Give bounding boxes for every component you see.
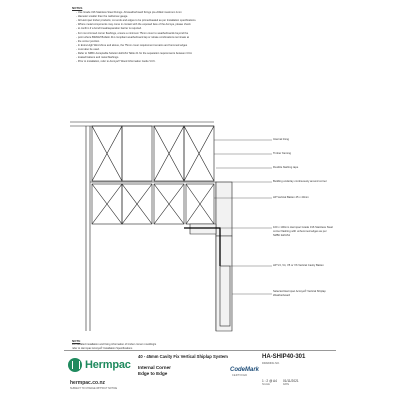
drawing-title-line: Edge to Edge xyxy=(138,371,168,376)
label-weatherboard: Selected Hermpac Accoya® Vertical Shiplap Weatherboard xyxy=(273,290,326,297)
scale-value: 1 : 2 @ A4 xyxy=(262,379,277,383)
date-label: DATE xyxy=(282,383,290,386)
note-item: - the corner junction. xyxy=(76,40,332,44)
note-item: - Refer to NZBC Acceptable Solution E2/AS1 Table 21 for the separation requirements between CCA xyxy=(76,52,332,56)
note-item: - Where metal components may come in contact with the exposed face of the Accoya, please check xyxy=(76,23,332,27)
title-block xyxy=(64,350,336,393)
notes-list xyxy=(72,11,332,64)
timber-framing-top xyxy=(92,126,214,181)
note-item: - All Hermpac timber products; cut ends and edges to be primed/sealed as per Installation specifications. xyxy=(76,19,332,23)
timber-framing-bottom xyxy=(92,184,184,224)
brand-url: hermpac.co.nz xyxy=(70,380,106,386)
vertical-wall-lines xyxy=(86,126,90,331)
label-vertical-batten: HP Vertical Batten 45 x 40mm xyxy=(273,196,309,199)
hermpac-logo-icon xyxy=(68,358,82,372)
bottom-note-line: refer to Hermpac Accoya® Installation Specifications xyxy=(72,347,133,350)
note-item: - In Extra High Wind Zone and above, the 75mm cover requirement remains and hemmed edges xyxy=(76,44,332,48)
drawing-title-line: Internal Corner xyxy=(138,365,171,370)
system-title: 40 - 45mm Cavity Fix Vertical Shiplap System xyxy=(138,354,228,359)
internal-lining xyxy=(70,122,214,126)
label-cavity-batten: HP V3, V4, V5 or V6 Vertical Cavity Batten xyxy=(273,264,324,267)
drawing-number-label: DRAWING NO. xyxy=(262,362,280,365)
drawing-title xyxy=(138,365,171,377)
building-underlay xyxy=(90,182,216,331)
notes-block xyxy=(72,6,332,64)
note-item: - For non-trimmed corner flashings, ensure a minimum 75mm cover to weatherboards beyond the xyxy=(76,32,332,36)
note-item: - must also be used. xyxy=(76,48,332,52)
note-item: - diameter smaller than the nail/screw gauge. xyxy=(76,15,332,19)
bottom-note-line: For detailed installation and fixing information of timber corner moulding/s xyxy=(72,343,157,346)
codemark-sub: CERTIFIED xyxy=(232,374,248,377)
codemark-logo: CodeMark xyxy=(230,367,260,373)
shiplap-weatherboard xyxy=(190,182,232,331)
date-field xyxy=(283,379,299,386)
scale-date-row xyxy=(262,379,299,386)
label-corner-flashing: 100 x 100mm Hermpac Grade 316 Stainless Steel corner flashing with unhemmed edges as per NZBC E2/AS1 xyxy=(273,226,333,237)
label-timber-framing: Timber framing xyxy=(273,152,291,155)
notes-header: NOTES xyxy=(72,6,83,10)
note-item: - to confirm if a bond break/separation barrier is required. xyxy=(76,27,332,31)
scale-field xyxy=(262,379,277,386)
disclaimer: SUBJECT TO CHANGE WITHOUT NOTICE xyxy=(70,387,118,390)
scale-label: SCALE xyxy=(262,383,270,386)
note-item: - Use Grade 316 Stainless Steel Fixings. All weatherboard fixings pre-drilled maximum 1mm xyxy=(76,11,332,15)
date-value: 01/11/2021 xyxy=(282,379,299,383)
note-item: - Prior to installation, refer to Accoya® Wood Information Guide V3.6. xyxy=(76,60,332,64)
label-flashing-tape: Flexible flashing tape xyxy=(273,166,299,169)
brand-name: Hermpac xyxy=(85,359,131,371)
label-internal-lining: Internal lining xyxy=(273,138,289,141)
brand xyxy=(68,358,131,372)
bottom-note-header: NOTE xyxy=(72,339,81,343)
drawing-number: HA-SHIP40-301 xyxy=(262,354,306,360)
label-building-underlay: Building underlay continuously around corner xyxy=(273,180,327,183)
note-item: - point where BRANZ Bulletin 411 compliant weatherboard lap or rebate combinations terminate at xyxy=(76,36,332,40)
note-item: - treated battens and metal flashings. xyxy=(76,56,332,60)
